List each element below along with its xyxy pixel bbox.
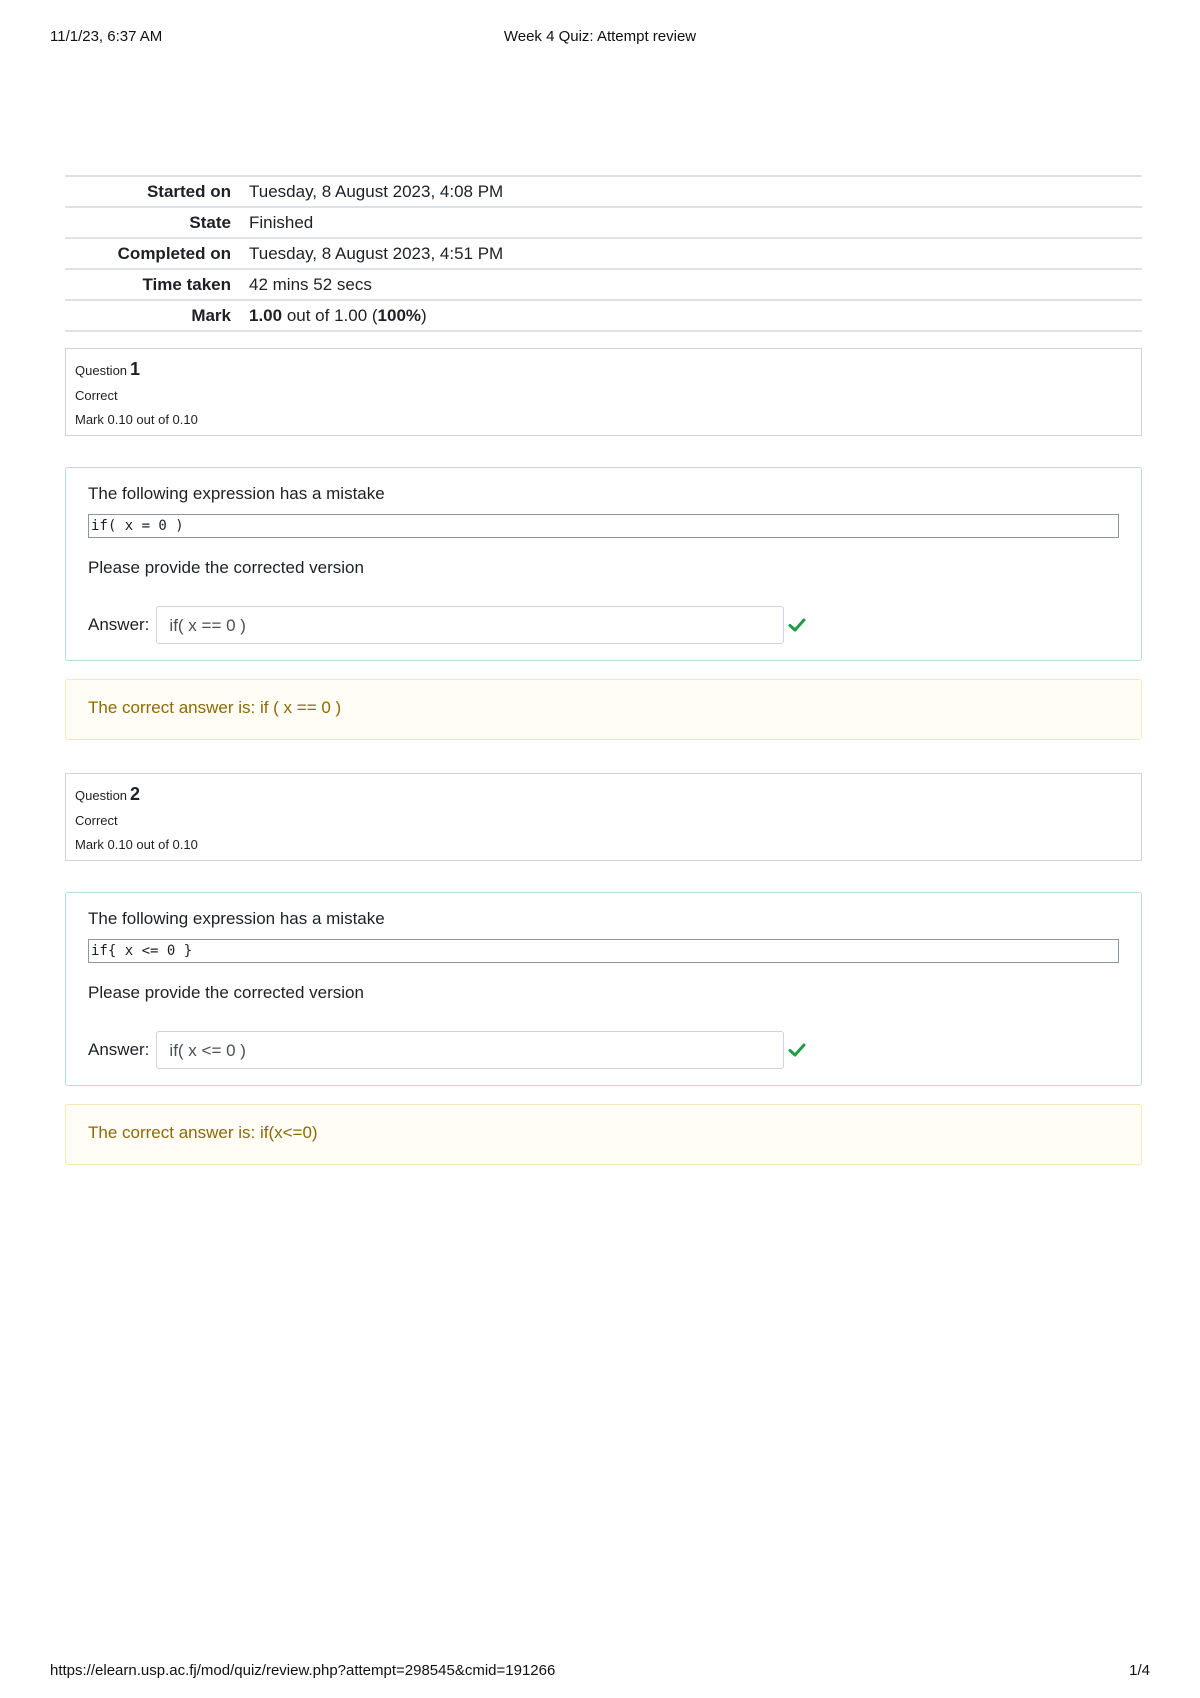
answer-row	[88, 1031, 1119, 1069]
question-info	[65, 773, 1142, 861]
question-heading	[75, 784, 1132, 805]
summary-row-completed	[65, 238, 1142, 269]
answer-field[interactable]: if( x <= 0 )	[156, 1031, 784, 1069]
check-icon	[787, 1040, 807, 1060]
summary-mark-value	[239, 300, 1142, 331]
question-intro: The following expression has a mistake	[88, 909, 385, 928]
question-state: Correct	[75, 813, 118, 828]
summary-label: Started on	[146, 182, 231, 201]
question-grade: Mark 0.10 out of 0.10	[75, 837, 198, 852]
summary-row-started	[65, 176, 1142, 207]
question-intro: The following expression has a mistake	[88, 484, 385, 503]
print-url: https://elearn.usp.ac.fj/mod/quiz/review.php?attempt=298545&cmid=191266	[50, 1662, 556, 1679]
answer-label: Answer:	[88, 615, 150, 634]
summary-value: Tuesday, 8 August 2023, 4:08 PM	[249, 182, 504, 201]
question-formulation	[65, 467, 1142, 661]
print-page-title: Week 4 Quiz: Attempt review	[503, 28, 697, 45]
mark-percent: 100%	[377, 306, 422, 325]
question-grade: Mark 0.10 out of 0.10	[75, 412, 198, 427]
summary-row-time-taken	[65, 269, 1142, 300]
answer-label: Answer:	[88, 1040, 150, 1059]
summary-label: Completed on	[117, 244, 231, 263]
mark-score: 1.00	[249, 306, 283, 325]
summary-label: Time taken	[142, 275, 231, 294]
answer-field[interactable]: if( x == 0 )	[156, 606, 784, 644]
summary-value: Finished	[249, 213, 314, 232]
mark-close-paren: )	[421, 306, 427, 325]
attempt-review	[65, 175, 1142, 1165]
question-state: Correct	[75, 388, 118, 403]
summary-value: Tuesday, 8 August 2023, 4:51 PM	[249, 244, 504, 263]
question-word: Question	[75, 788, 128, 803]
question-number: 1	[130, 359, 141, 379]
question-prompt: Please provide the corrected version	[88, 983, 364, 1002]
correct-answer-feedback: The correct answer is: if(x<=0)	[65, 1104, 1142, 1165]
code-snippet: if{ x <= 0 }	[88, 939, 1119, 963]
mark-out-of: out of 1.00 (	[282, 306, 378, 325]
code-snippet: if( x = 0 )	[88, 514, 1119, 538]
summary-row-state	[65, 207, 1142, 238]
print-datetime: 11/1/23, 6:37 AM	[50, 28, 163, 45]
answer-row	[88, 606, 1119, 644]
question-prompt: Please provide the corrected version	[88, 558, 364, 577]
print-page-number: 1/4	[1129, 1662, 1150, 1679]
question-heading	[75, 359, 1132, 380]
summary-row-mark	[65, 300, 1142, 331]
question-number: 2	[130, 784, 141, 804]
print-footer	[50, 1662, 1150, 1682]
question-word: Question	[75, 363, 128, 378]
check-icon	[787, 615, 807, 635]
summary-label: Mark	[191, 306, 231, 325]
attempt-summary-table	[65, 175, 1142, 332]
summary-label: State	[189, 213, 231, 232]
print-header	[50, 28, 1150, 48]
question-info	[65, 348, 1142, 436]
correct-answer-feedback: The correct answer is: if ( x == 0 )	[65, 679, 1142, 740]
question-formulation	[65, 892, 1142, 1086]
summary-value: 42 mins 52 secs	[249, 275, 372, 294]
